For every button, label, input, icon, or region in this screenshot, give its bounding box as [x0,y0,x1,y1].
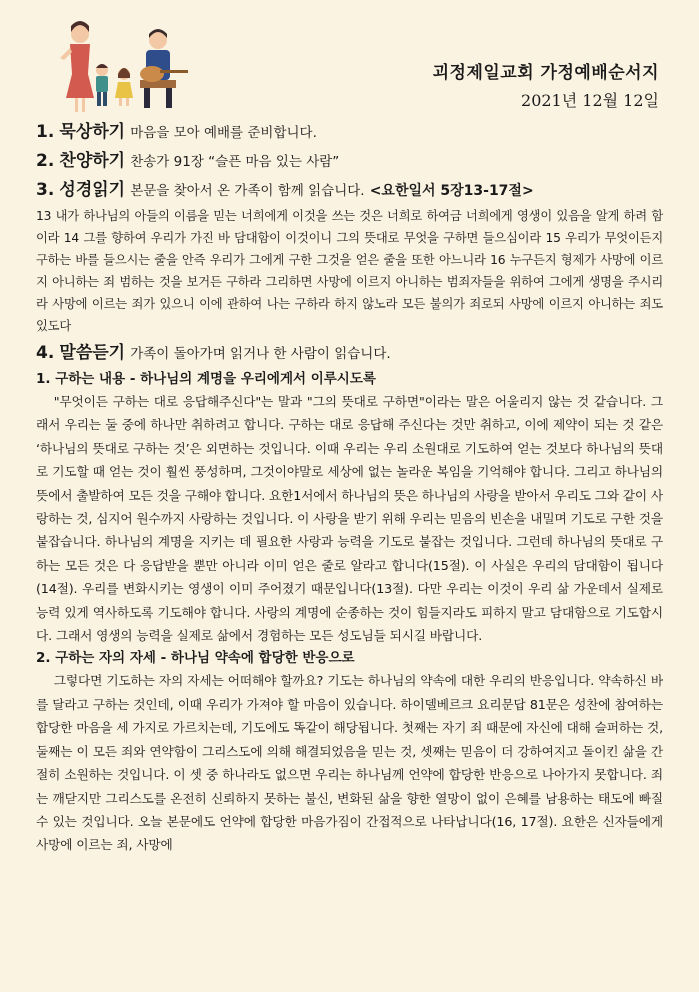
father-figure [140,29,188,108]
step-meditate [36,118,663,147]
family-worship-illustration [44,14,194,114]
page-title: 괴정제일교회 가정예배순서지 [432,63,659,83]
step-name: 묵상하기 [59,122,126,142]
step-description: 본문을 찾아서 온 가족이 함께 읽습니다. [130,183,365,199]
step-number: 2. [36,151,55,171]
girl-figure [115,68,133,106]
step-description: 마음을 모아 예배를 준비합니다. [130,125,317,141]
step-number: 4. [36,343,55,363]
worship-order [36,118,663,857]
step-name: 성경읽기 [59,180,126,200]
step-number: 3. [36,180,55,200]
step-description: 가족이 돌아가며 읽거나 한 사람이 읽습니다. [130,346,391,362]
worship-date: 2021년 12월 12일 [521,91,659,110]
step-scripture-reading [36,176,663,205]
section-body-1: "무엇이든 구하는 대로 응답해주신다"는 말과 "그의 뜻대로 구하면"이라는 말은 어울리지 않는 것 같습니다. 그래서 우리는 둘 중에 하나만 취하려고 합니다. 구하는 대로 응답해 주신다는 것만 취하고, 이에 제약이 되는 것 같은 ‘하나님의 뜻대로 구하는 것’은 외면하는 것입니다. 이때 우리는 우리 소원대로 기도하여 얻는 것보다 하나님의 뜻대로 기도할 때 얻는 것이 훨씬 풍성하며, 그것이야말로 세상에 없는 놀라운 복임을 기억해야 합니다. 그리고 하나님의 뜻에서 출발하여 모든 것을 구해야 합니다. 요한1서에서 하나님의 뜻은 하나님의 사랑을 받아서 우리도 그와 같이 사랑하는 것, 심지어 원수까지 사랑하는 것입니다. 이 사랑을 받기 위해 우리는 믿음의 빈손을 내밀며 기도로 구한 것을 붙잡습니다. 하나님의 계명을 지키는 데 필요한 사랑과 능력을 기도로 붙잡는 것입니다. 그런데 하나님의 뜻대로 구하는 모든 것은 다 응답받을 뿐만 아니라 이미 얻은 줄로 알라고 합니다(15절). 이 사실은 우리의 담대함이 됩니다(14절). 우리를 변화시키는 영생이 이미 주어졌기 때문입니다(13절). 다만 우리는 이것이 우리 삶 가운데서 실제로 능력 있게 역사하도록 기도해야 합니다. 사랑의 계명에 순종하는 것이 힘들지라도 피하지 말고 담대함으로 기도합시다. 그래서 영생의 능력을 실제로 삶에서 경험하는 모든 성도님들 되시길 바랍니다. [36,394,663,644]
step-name: 말씀듣기 [59,343,126,363]
step-name: 찬양하기 [59,151,126,171]
section-heading-1: 1. 구하는 내용 - 하나님의 계명을 우리에게서 이루시도록 [36,371,376,387]
section-body-2: 그렇다면 기도하는 자의 자세는 어떠해야 할까요? 기도는 하나님의 약속에 대한 우리의 반응입니다. 약속하신 바를 달라고 구하는 것인데, 이때 우리가 가져야 할 마음이 있습니다. 하이델베르크 요리문답 81문은 성찬에 참여하는 합당한 마음을 세 가지로 가르치는데, 기도에도 똑같이 해당됩니다. 첫째는 자기 죄 때문에 자신에 대해 슬퍼하는 것, 둘째는 이 모든 죄와 연약함이 그리스도에 의해 해결되었음을 믿는 것, 셋째는 믿음이 더 강하여지고 돌이킨 삶을 간절히 소원하는 것입니다. 이 셋 중 하나라도 없으면 우리는 하나님께 언약에 합당한 반응으로 나아가지 못합니다. 죄는 깨닫지만 그리스도를 온전히 신뢰하지 못하는 불신, 변화된 삶을 향한 열망이 없이 은혜를 남용하는 태도에 빠질 수 있는 것입니다. 오늘 본문에도 언약에 합당한 마음가짐이 간접적으로 나타납니다(16, 17절). 요한은 신자들에게 사망에 이르는 죄, 사망에 [36,673,663,853]
step-description: 찬송가 91장 “슬픈 마음 있는 사람” [130,154,340,170]
step-number: 1. [36,122,55,142]
boy-figure [96,64,108,106]
step-sermon [36,339,663,368]
step-praise [36,147,663,176]
section-heading-2: 2. 구하는 자의 자세 - 하나님 약속에 합당한 반응으로 [36,650,355,667]
mother-figure [60,21,94,112]
scripture-passage: 13 내가 하나님의 아들의 이름을 믿는 너희에게 이것을 쓰는 것은 너희로 하여금 너희에게 영생이 있음을 알게 하려 함이라 14 그를 향하여 우리가 가진 바 담대함이 이것이니 그의 뜻대로 무엇을 구하면 들으심이라 15 우리가 무엇이든지 구하는 바를 들으시는 줄을 안즉 우리가 그에게 구한 그것을 얻은 줄을 또한 아느니라 16 누구든지 형제가 사망에 이르지 아니하는 죄 범하는 것을 보거든 구하라 그리하면 사망에 이르지 아니하는 범죄자들을 위하여 그에게 생명을 주시리라 사망에 이르는 죄가 있으니 이에 관하여 나는 구하라 하지 않노라 모든 불의가 죄로되 사망에 이르지 아니하는 죄도 있도다 [36,209,663,333]
scripture-reference: <요한일서 5장13-17절> [369,183,534,199]
